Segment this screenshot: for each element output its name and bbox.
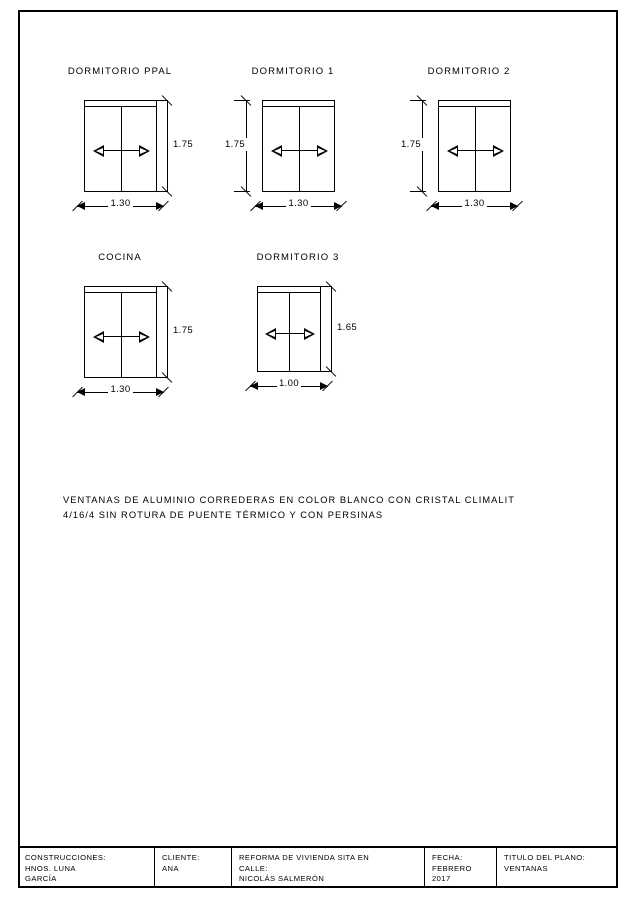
window-elevation-dormitorio-3	[257, 286, 321, 372]
arrow-head-right-icon	[139, 145, 150, 157]
title-block-cell-titulo	[497, 848, 618, 888]
dimension-line	[331, 286, 332, 372]
sliding-direction-arrow	[447, 145, 504, 157]
arrow-shaft	[280, 150, 319, 151]
arrow-head-left-icon	[265, 328, 276, 340]
specification-note-line-2: 4/16/4 SIN ROTURA DE PUENTE TÉRMICO Y CON PERSINAS	[63, 510, 384, 520]
fecha-month: FEBRERO	[432, 863, 472, 873]
window-elevation-cocina	[84, 286, 157, 378]
arrow-head-left-icon	[447, 145, 458, 157]
width-dimension-label-wrap	[77, 384, 164, 395]
window-title-cocina: COCINA	[98, 252, 142, 263]
height-dimension-label-dormitorio-ppal: 1.75	[173, 139, 194, 150]
arrow-head-right-icon	[493, 145, 504, 157]
sliding-direction-arrow	[93, 145, 150, 157]
specification-note	[63, 493, 563, 523]
cliente-value: ANA	[162, 863, 179, 873]
window-elevation-dormitorio-2	[438, 100, 511, 192]
dimension-line	[167, 286, 168, 378]
window-detail-dormitorio-2	[401, 66, 534, 216]
sliding-direction-arrow	[265, 328, 315, 340]
width-dimension-label-dormitorio-2: 1.30	[464, 198, 485, 209]
width-dimension-dormitorio-2	[431, 199, 518, 213]
title-block	[18, 846, 618, 888]
title-block-cell-fecha	[425, 848, 497, 888]
sliding-direction-arrow	[93, 331, 150, 343]
window-detail-dormitorio-3	[233, 252, 363, 402]
arrow-head-right-icon	[304, 328, 315, 340]
title-block-cell-obra	[232, 848, 425, 888]
width-dimension-dormitorio-ppal	[77, 199, 164, 213]
arrow-head-left-icon	[271, 145, 282, 157]
width-dimension-label-dormitorio-1: 1.30	[288, 198, 309, 209]
window-detail-dormitorio-ppal	[55, 66, 194, 216]
fecha-label: FECHA:	[432, 853, 463, 862]
height-dimension-label-cocina: 1.75	[173, 325, 194, 336]
width-dimension-label-dormitorio-3: 1.00	[278, 378, 300, 389]
window-title-dormitorio-3: DORMITORIO 3	[256, 252, 340, 263]
title-block-cell-cliente	[155, 848, 232, 888]
width-dimension-label-cocina: 1.30	[110, 384, 131, 395]
width-dimension-label-wrap	[255, 198, 342, 209]
obra-street-value: NICOLÁS SALMERÓN	[239, 874, 325, 883]
window-title-dormitorio-ppal: DORMITORIO PPAL	[67, 66, 173, 77]
arrow-shaft	[456, 150, 495, 151]
window-detail-dormitorio-1	[225, 66, 358, 216]
width-dimension-label-wrap	[431, 198, 518, 209]
arrow-head-left-icon	[93, 145, 104, 157]
window-title-dormitorio-2: DORMITORIO 2	[427, 66, 511, 77]
width-dimension-label-wrap	[77, 198, 164, 209]
constructora-name-line-1: HNOS. LUNA	[25, 863, 76, 873]
window-title-dormitorio-1: DORMITORIO 1	[251, 66, 335, 77]
fecha-year: 2017	[432, 874, 451, 883]
width-dimension-dormitorio-3	[250, 379, 328, 393]
titulo-value: VENTANAS	[504, 863, 548, 873]
specification-note-line-1: VENTANAS DE ALUMINIO CORREDERAS EN COLOR BLANCO CON CRISTAL CLIMALIT	[63, 495, 515, 505]
window-elevation-dormitorio-1	[262, 100, 335, 192]
arrow-shaft	[274, 333, 306, 334]
height-dimension-label-dormitorio-2: 1.75	[401, 139, 422, 150]
obra-street-label: CALLE:	[239, 863, 268, 873]
arrow-shaft	[102, 150, 141, 151]
dimension-line	[167, 100, 168, 192]
obra-description: REFORMA DE VIVIENDA SITA EN	[239, 853, 370, 862]
arrow-head-right-icon	[317, 145, 328, 157]
constructora-name-line-2: GARCÍA	[25, 874, 57, 883]
titulo-label: TITULO DEL PLANO:	[504, 853, 586, 862]
width-dimension-label-wrap	[250, 378, 328, 389]
constructora-label: CONSTRUCCIONES:	[25, 853, 107, 862]
arrow-head-left-icon	[93, 331, 104, 343]
height-dimension-label-dormitorio-1: 1.75	[225, 139, 246, 150]
width-dimension-dormitorio-1	[255, 199, 342, 213]
width-dimension-cocina	[77, 385, 164, 399]
sliding-direction-arrow	[271, 145, 328, 157]
title-block-cell-constructora	[18, 848, 155, 888]
height-dimension-label-dormitorio-3: 1.65	[337, 322, 358, 333]
arrow-head-right-icon	[139, 331, 150, 343]
arrow-shaft	[102, 336, 141, 337]
window-detail-cocina	[55, 252, 194, 402]
cliente-label: CLIENTE:	[162, 853, 200, 862]
width-dimension-label-dormitorio-ppal: 1.30	[110, 198, 131, 209]
window-elevation-dormitorio-ppal	[84, 100, 157, 192]
